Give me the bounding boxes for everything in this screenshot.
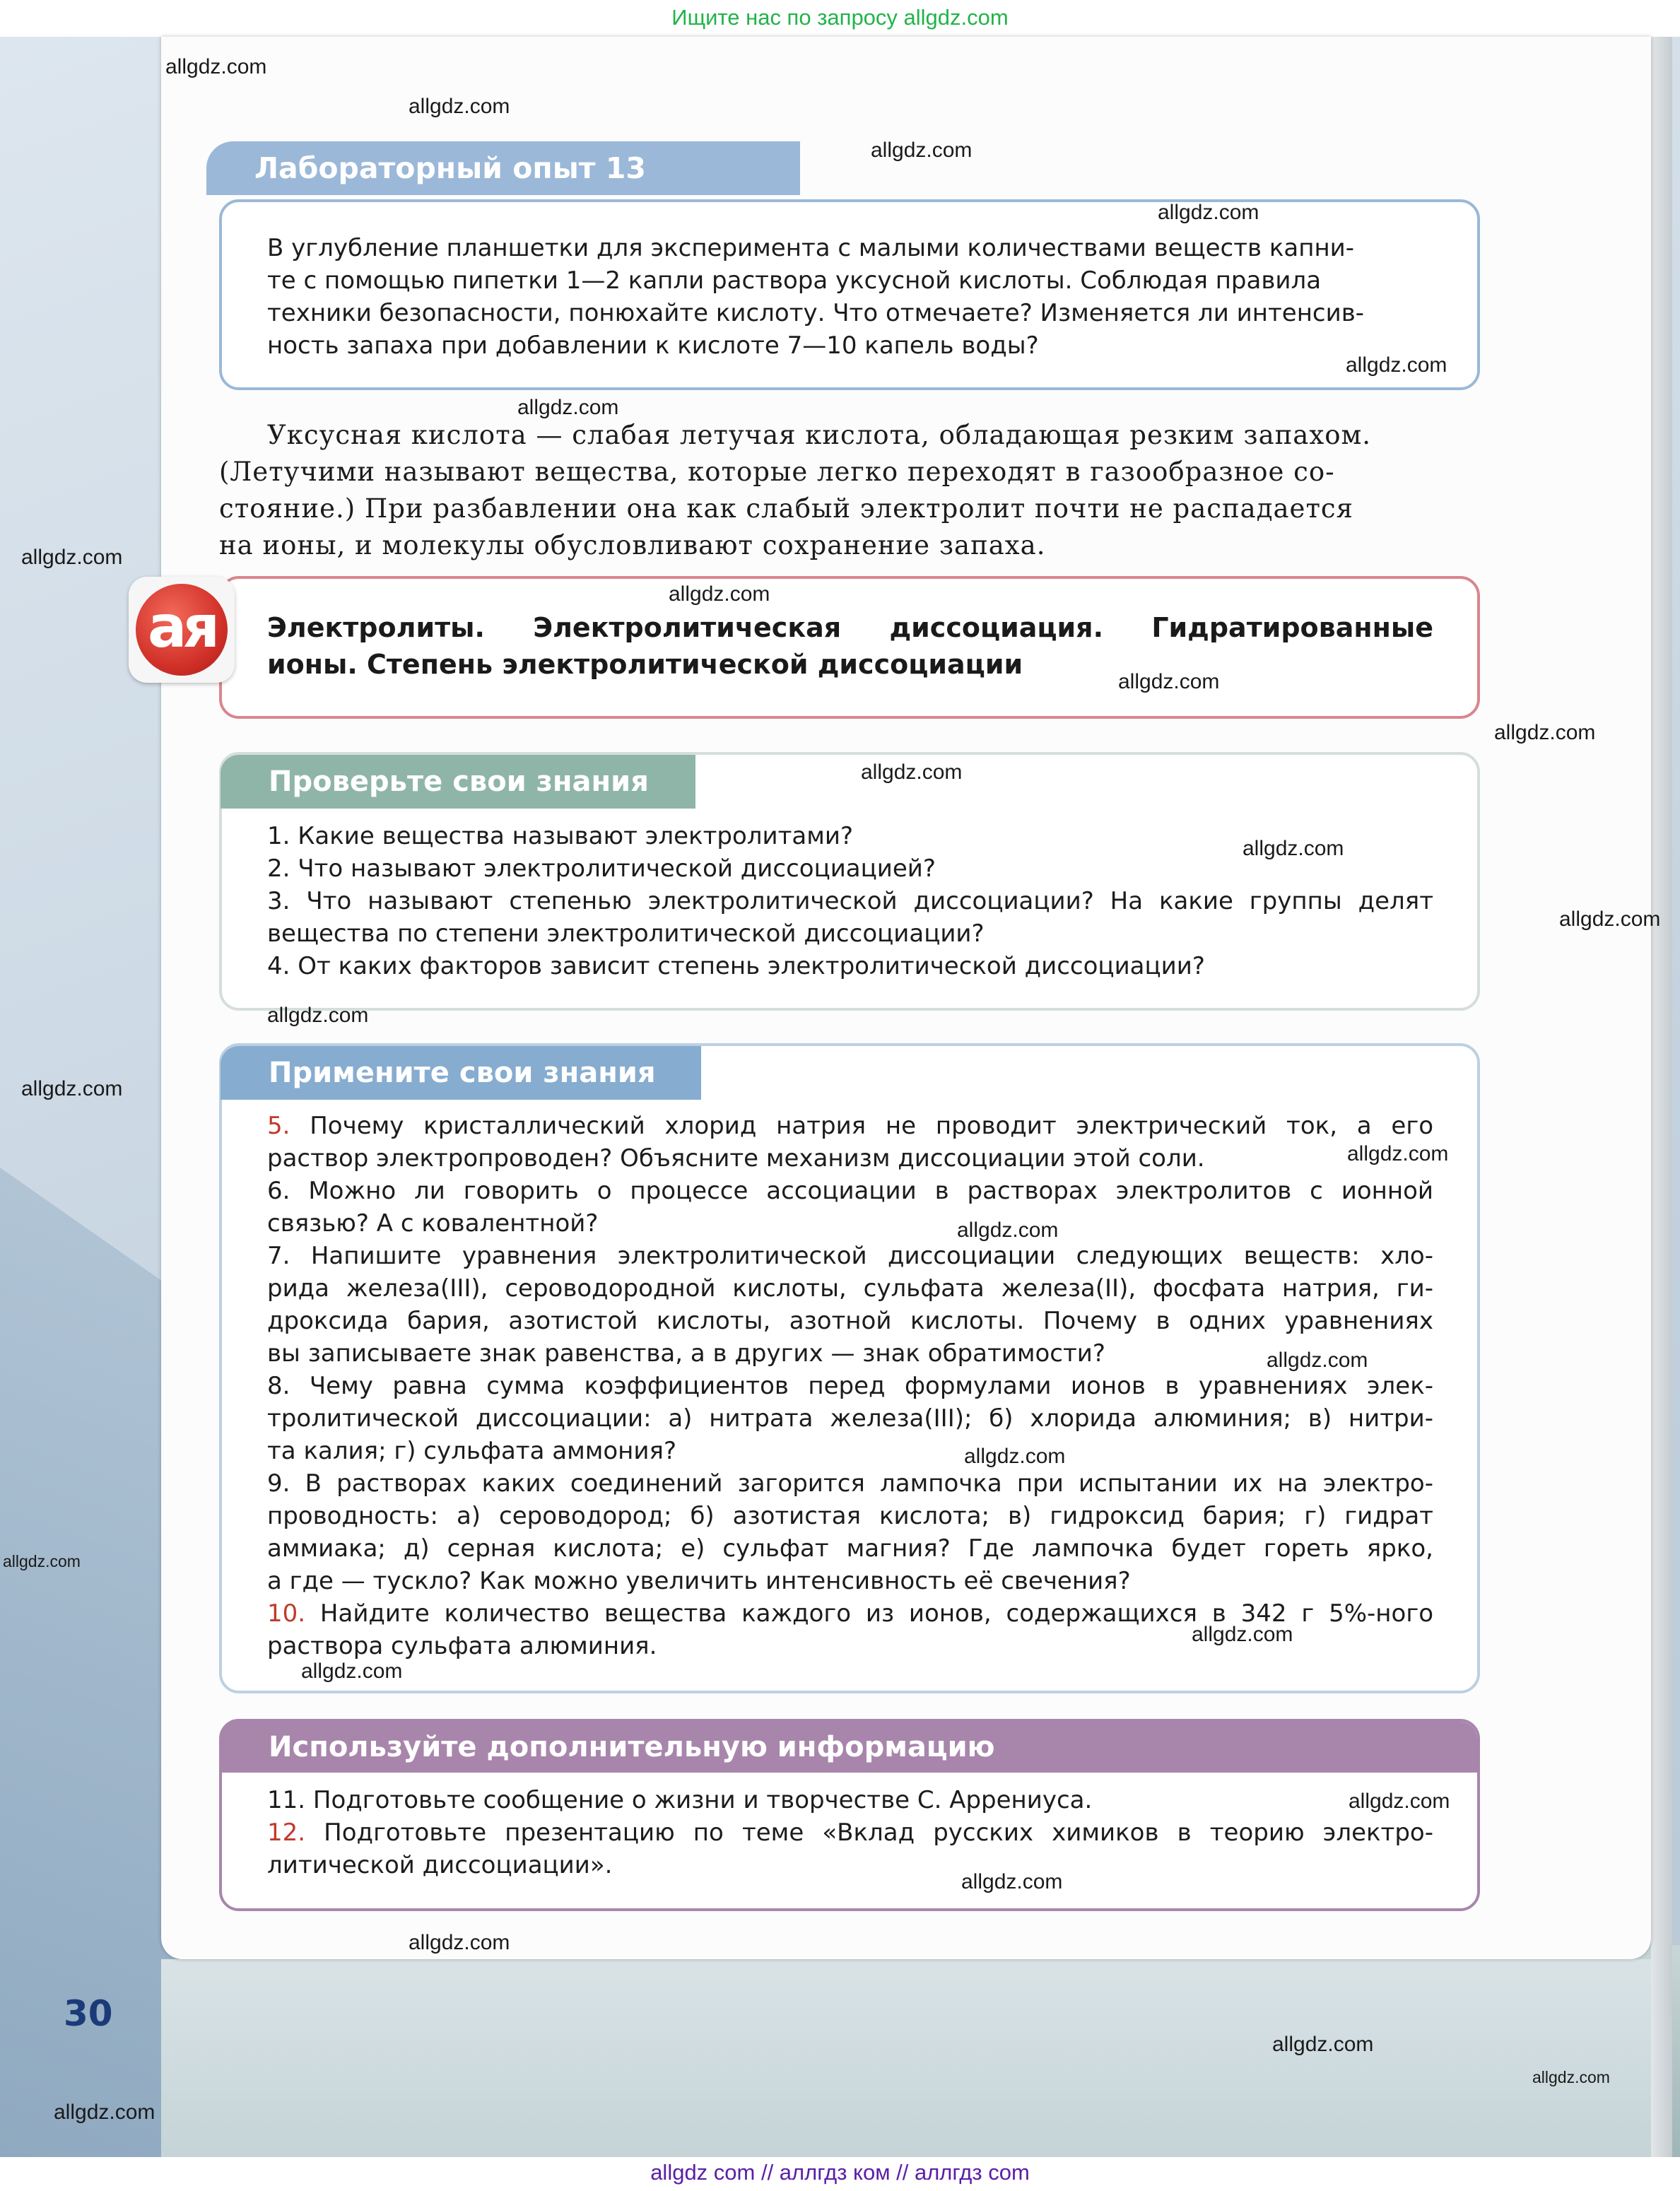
lab-line: ность запаха при добавлении к кислоте 7—10 капель воды? [267, 331, 1039, 360]
question-line: литической диссоциации». [267, 1851, 613, 1879]
watermark: allgdz.com [1532, 2068, 1610, 2086]
check-title: Проверьте свои знания [269, 765, 649, 798]
question-line: 1. Какие вещества называют электролитами? [267, 822, 854, 850]
watermark: allgdz.com [301, 1660, 403, 1683]
lab-line: техники безопасности, понюхайте кислоту. Что отмечаете? Изменяется ли интенсив- [267, 299, 1365, 327]
question-number: 10. [267, 1599, 306, 1628]
question-line: 11. Подготовьте сообщение о жизни и творчестве С. Аррениуса. [267, 1786, 1093, 1814]
watermark: allgdz.com [21, 546, 123, 569]
apply-title-tab [221, 1046, 701, 1100]
watermark: allgdz.com [1559, 907, 1661, 931]
question-line: 3. Что называют степенью электролитической диссоциации? На какие группы делят [267, 887, 1433, 915]
question-text: Почему кристаллический хлорид натрия не проводит электрический ток, а его [290, 1112, 1433, 1140]
question-line: раствор электропроводен? Объясните механизм диссоциации этой соли. [267, 1144, 1205, 1173]
watermark: allgdz.com [1346, 353, 1447, 377]
watermark: allgdz.com [409, 95, 510, 118]
watermark: allgdz.com [1267, 1349, 1368, 1372]
question-line: связью? А с ковалентной? [267, 1209, 599, 1238]
question-text: Найдите количество вещества каждого из ионов, содержащихся в 342 г 5%-ного [305, 1599, 1433, 1628]
watermark: allgdz.com [669, 582, 770, 606]
watermark: allgdz.com [957, 1218, 1059, 1242]
question-line: вещества по степени электролитической диссоциации? [267, 920, 985, 948]
question-line: рида железа(III), сероводородной кислоты, сульфата железа(II), фосфата натрия, ги- [267, 1274, 1433, 1303]
question-line: дроксида бария, азотистой кислоты, азотной кислоты. Почему в одних уравнениях [267, 1307, 1433, 1335]
question-line [267, 1816, 1433, 1849]
extra-title-tab [221, 1722, 1477, 1773]
paragraph-line: Уксусная кислота — слабая летучая кислота, обладающая резким запахом. [267, 420, 1372, 450]
question-line: 8. Чему равна сумма коэффициентов перед формулами ионов в уравнениях элек- [267, 1372, 1433, 1400]
watermark: allgdz.com [1494, 721, 1596, 744]
question-line: раствора сульфата алюминия. [267, 1632, 657, 1660]
question-line: та калия; г) сульфата аммония? [267, 1437, 676, 1465]
page-edge [1651, 37, 1672, 2157]
paragraph-line: стояние.) При разбавлении она как слабый электролит почти не распадается [219, 493, 1353, 524]
watermark: allgdz.com [409, 1931, 510, 1954]
question-text: Подготовьте презентацию по теме «Вклад русских химиков в теорию электро- [305, 1819, 1433, 1847]
question-number: 5. [267, 1112, 290, 1140]
key-terms-text [267, 609, 1433, 683]
question-line: 2. Что называют электролитической диссоциацией? [267, 854, 936, 883]
extra-questions [267, 1784, 1433, 1881]
question-line [267, 1110, 1433, 1142]
watermark: allgdz.com [871, 139, 973, 162]
watermark: allgdz.com [961, 1870, 1063, 1893]
lab-title-tab [206, 141, 800, 195]
paragraph-line: (Летучими называют вещества, которые легко переходят в газообразное со- [219, 457, 1335, 487]
check-title-tab [221, 755, 695, 809]
watermark: allgdz.com [517, 396, 619, 419]
watermark: allgdz.com [267, 1004, 369, 1027]
watermark: allgdz.com [964, 1445, 1066, 1468]
watermark: allgdz.com [1272, 2033, 1374, 2056]
watermark: allgdz.com [1349, 1790, 1450, 1813]
page-number: 30 [64, 1993, 113, 2034]
paragraph-line: на ионы, и молекулы обусловливают сохранение запаха. [219, 530, 1046, 560]
watermark: allgdz.com [3, 1552, 81, 1570]
bottom-banner[interactable]: allgdz com // аллгдз ком // аллгдз com [0, 2157, 1680, 2191]
watermark: allgdz.com [861, 760, 963, 784]
top-banner[interactable]: Ищите нас по запросу allgdz.com [0, 0, 1680, 37]
watermark: allgdz.com [54, 2101, 155, 2124]
watermark: allgdz.com [21, 1077, 123, 1100]
question-line: тролитической диссоциации: а) нитрата железа(III); б) хлорида алюминия; в) нитри- [267, 1404, 1433, 1433]
question-line: 7. Напишите уравнения электролитической диссоциации следующих веществ: хло- [267, 1242, 1433, 1270]
lab-text [267, 232, 1433, 362]
watermark: allgdz.com [1158, 201, 1259, 224]
extra-title: Используйте дополнительную информацию [269, 1731, 995, 1763]
watermark: allgdz.com [1243, 837, 1344, 860]
watermark: allgdz.com [1192, 1623, 1293, 1646]
terms-logo-icon: ая [136, 584, 228, 676]
question-line: 4. От каких факторов зависит степень электролитической диссоциации? [267, 952, 1205, 980]
terms-line: ионы. Степень электролитической диссоциации [267, 649, 1023, 680]
question-number: 12. [267, 1819, 306, 1847]
question-line: 6. Можно ли говорить о процессе ассоциации в растворах электролитов с ионной [267, 1177, 1433, 1205]
lab-title: Лабораторный опыт 13 [254, 151, 646, 185]
question-line: аммиака; д) серная кислота; е) сульфат магния? Где лампочка будет гореть ярко, [267, 1534, 1433, 1563]
question-line: а где — тускло? Как можно увеличить интенсивность её свечения? [267, 1567, 1131, 1595]
watermark: allgdz.com [1118, 670, 1220, 693]
body-paragraph [219, 417, 1480, 564]
lab-line: В углубление планшетки для эксперимента с малыми количествами веществ капни- [267, 234, 1355, 262]
watermark: allgdz.com [1347, 1142, 1449, 1165]
question-line: 9. В растворах каких соединений загорится лампочка при испытании их на электро- [267, 1469, 1433, 1498]
apply-title: Примените свои знания [269, 1057, 656, 1089]
question-line: проводность: а) сероводород; б) азотистая кислота; в) гидроксид бария; г) гидрат [267, 1502, 1433, 1530]
lab-line: те с помощью пипетки 1—2 капли раствора уксусной кислоты. Соблюдая правила [267, 266, 1322, 295]
lower-page-area [161, 1959, 1651, 2157]
question-line: вы записываете знак равенства, а в других — знак обратимости? [267, 1339, 1105, 1368]
apply-questions [267, 1110, 1433, 1662]
watermark: allgdz.com [165, 55, 267, 78]
terms-line: Электролиты. Электролитическая диссоциация. Гидратированные [267, 612, 1433, 643]
terms-logo [129, 577, 235, 683]
